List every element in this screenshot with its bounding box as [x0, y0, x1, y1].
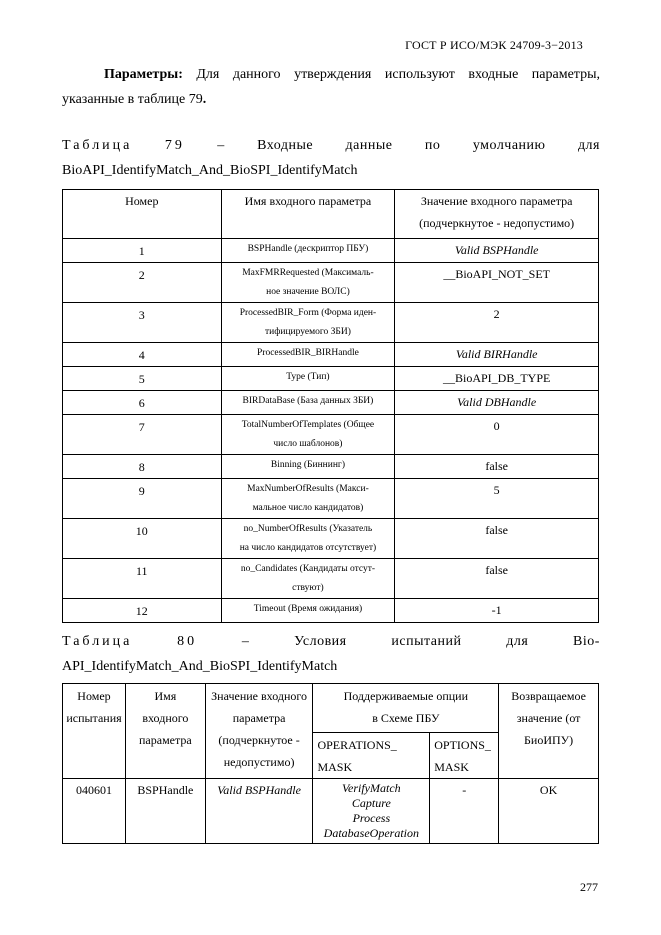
caption-dash: –: [217, 138, 225, 153]
operation-item: Process: [352, 811, 391, 825]
table-row: [63, 559, 599, 599]
caption-word: для: [506, 634, 529, 649]
header-test-number: [63, 684, 126, 779]
caption-line2: BioAPI_IdentifyMatch_And_BioSPI_IdentifyMatch: [62, 163, 358, 178]
table-row: [63, 415, 599, 455]
caption-word: Таблица: [62, 138, 133, 153]
caption-word: Bio-: [573, 634, 600, 649]
header-line: в Схеме ПБУ: [372, 711, 440, 725]
caption-word: испытаний: [391, 634, 462, 649]
table-79: [62, 189, 599, 623]
caption-number: 80: [177, 634, 198, 649]
document-header: ГОСТ Р ИСО/МЭК 24709-3−2013: [405, 38, 583, 52]
row-param-name-line1: TotalNumberOfTemplates (Общее: [241, 420, 375, 430]
row-param-value: false: [395, 559, 599, 599]
row-param-name: Binning (Биннинг): [221, 455, 395, 479]
header-line: (подчеркнутое -: [218, 733, 300, 747]
intro-text: Для данного утверждения используют входные параметры, указанные в таблице 79: [62, 67, 600, 107]
operation-item: Capture: [351, 796, 391, 810]
row-number: 6: [63, 391, 222, 415]
caption-word: Условия: [294, 634, 347, 649]
row-param-name: [221, 303, 395, 343]
intro-bold-label: Параметры:: [104, 67, 183, 82]
row-number: 3: [63, 303, 222, 343]
row-param-name-line2: ствуют): [292, 583, 324, 593]
row-param-name: Timeout (Время ожидания): [221, 599, 395, 623]
row-param-value: 5: [395, 479, 599, 519]
header-row: [63, 684, 599, 733]
row-param-value: __BioAPI_DB_TYPE: [395, 367, 599, 391]
row-param-name-line2: число шаблонов): [273, 439, 343, 449]
header-param-name: Имя входного параметра: [221, 190, 395, 239]
row-param-name-line1: no_NumberOfResults (Указатель: [243, 524, 373, 534]
header-param-value-line2: (подчеркнутое - недопустимо): [419, 216, 575, 230]
row-param-name: BSPHandle (дескриптор ПБУ): [221, 239, 395, 263]
caption-word: для: [577, 138, 600, 153]
row-param-name-line2: тифицируемого ЗБИ): [264, 327, 351, 337]
header-line: входного: [142, 711, 189, 725]
row-number: 8: [63, 455, 222, 479]
header-return-value: [499, 684, 599, 779]
row-number: 5: [63, 367, 222, 391]
row-number: 7: [63, 415, 222, 455]
table-row: [63, 367, 599, 391]
row-param-name: Type (Тип): [221, 367, 395, 391]
row-number: 12: [63, 599, 222, 623]
row-param-value: false: [395, 455, 599, 479]
table79-caption: [62, 133, 600, 183]
row-param-name: [221, 479, 395, 519]
table-80: [62, 683, 599, 844]
row-param-value: Valid BSPHandle: [395, 239, 599, 263]
row-param-value: Valid DBHandle: [395, 391, 599, 415]
row-param-name: BIRDataBase (База данных ЗБИ): [221, 391, 395, 415]
row-number: 1: [63, 239, 222, 263]
header-line: MASK: [434, 760, 469, 774]
header-line: OPERATIONS_: [317, 738, 397, 752]
row-param-value: false: [395, 519, 599, 559]
intro-period: .: [202, 92, 207, 107]
row-number: 11: [63, 559, 222, 599]
header-operations-mask: [313, 733, 430, 779]
caption-number: 79: [164, 138, 185, 153]
row-operations-mask: [313, 779, 430, 844]
row-param-name: [221, 415, 395, 455]
row-param-name-line1: MaxNumberOfResults (Макси-: [247, 484, 369, 494]
row-param-value: 0: [395, 415, 599, 455]
caption-dash: –: [241, 634, 250, 649]
table-row: [63, 391, 599, 415]
row-number: 9: [63, 479, 222, 519]
table-row: [63, 263, 599, 303]
header-supported-options: [313, 684, 499, 733]
header-line: Поддерживаемые опции: [343, 689, 469, 703]
header-line: недопустимо): [223, 755, 295, 769]
header-line: OPTIONS_: [434, 738, 491, 752]
operation-item: VerifyMatch: [342, 781, 401, 795]
table-row: [63, 239, 599, 263]
caption-word: по: [424, 138, 441, 153]
row-param-name-line1: no_Candidates (Кандидаты отсут-: [240, 564, 376, 574]
header-options-mask: [430, 733, 499, 779]
header-param-value: [395, 190, 599, 239]
page-number: 277: [580, 880, 598, 894]
row-param-name: [221, 263, 395, 303]
header-input-name: [125, 684, 205, 779]
table-row: [63, 599, 599, 623]
table-row: [63, 455, 599, 479]
header-line: MASK: [317, 760, 353, 774]
row-param-value: 2: [395, 303, 599, 343]
row-param-value: -1: [395, 599, 599, 623]
header-line: значение (от: [516, 711, 581, 725]
header-line: Имя: [154, 689, 177, 703]
row-input-value: Valid BSPHandle: [205, 779, 313, 844]
row-options-mask: -: [430, 779, 499, 844]
row-number: 10: [63, 519, 222, 559]
caption-line2: API_IdentifyMatch_And_BioSPI_IdentifyMatch: [62, 659, 338, 674]
row-number: 4: [63, 343, 222, 367]
table-row: [63, 303, 599, 343]
table-row: [63, 519, 599, 559]
row-return-value: OK: [499, 779, 599, 844]
caption-word: умолчанию: [472, 138, 546, 153]
table-row: [63, 479, 599, 519]
header-param-value-line1: Значение входного параметра: [420, 194, 573, 208]
row-param-name-line2: ное значение ВОЛС): [266, 287, 350, 297]
header-line: параметра: [232, 711, 286, 725]
table80-caption: [62, 629, 600, 679]
caption-word: Таблица: [62, 634, 133, 649]
row-number: 2: [63, 263, 222, 303]
header-number: Номер: [63, 190, 222, 239]
row-param-name-line1: ProcessedBIR_Form (Форма иден-: [239, 308, 377, 318]
row-input-name: BSPHandle: [125, 779, 205, 844]
row-param-name-line2: мальное число кандидатов): [252, 503, 364, 513]
intro-paragraph: [62, 62, 600, 112]
header-line: испытания: [66, 711, 122, 725]
caption-word: Входные: [257, 138, 314, 153]
header-line: Значение входного: [211, 689, 307, 703]
header-line: Возвращаемое: [511, 689, 586, 703]
row-test-number: 040601: [63, 779, 126, 844]
row-param-name-line1: MaxFMRRequested (Максималь-: [242, 268, 374, 278]
header-line: параметра: [139, 733, 192, 747]
caption-word: данные: [345, 138, 393, 153]
operation-item: DatabaseOperation: [323, 826, 419, 840]
row-param-name: [221, 559, 395, 599]
row-param-name: [221, 519, 395, 559]
row-param-name: ProcessedBIR_BIRHandle: [221, 343, 395, 367]
header-input-value: [205, 684, 313, 779]
row-param-value: __BioAPI_NOT_SET: [395, 263, 599, 303]
row-param-value: Valid BIRHandle: [395, 343, 599, 367]
header-line: Номер: [77, 689, 111, 703]
header-line: БиоИПУ): [524, 733, 574, 747]
row-param-name-line2: на число кандидатов отсутствует): [239, 543, 377, 553]
table-row: [63, 779, 599, 844]
table-row: [63, 343, 599, 367]
